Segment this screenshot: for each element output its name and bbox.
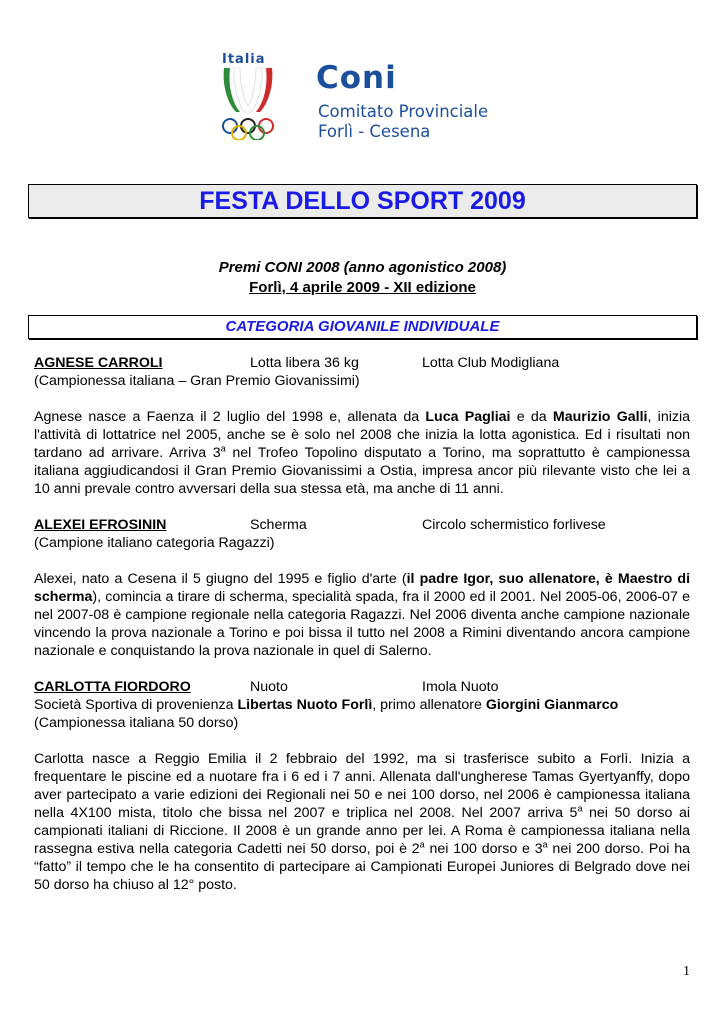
athlete-sport: Lotta libera 36 kg [250, 355, 359, 371]
athlete-sport: Nuoto [250, 679, 288, 695]
logo-coni-text: Coni [316, 60, 397, 96]
athlete-bio: Agnese nasce a Faenza il 2 luglio del 1998 e, allenata da Luca Pagliai e da Maurizio Galli, inizia l'attività di lottatrice nel 2005, anche se è solo nel 2008 che inizia la lotta agonistica. Ed i risultati non tardano ad arrivare. Arriva 3$^a$ nel Trofeo Topolino disputato a Torino, ma soprattutto è campionessa italiana aggiudicandosi il Gran Premio Giovanissimi a Ostia, impresa ancor più rilevante visto che lei a 10 anni prevale contro avversari della sua stessa età, ma anche di 11 anni. [34, 409, 690, 497]
athlete-club: Imola Nuoto [422, 679, 499, 695]
athlete-club: Circolo schermistico forlivese [422, 517, 606, 533]
athlete-name: ALEXEI EFROSININ [34, 517, 167, 533]
athlete-name: CARLOTTA FIORDORO [34, 679, 191, 695]
logo-subtitle-line1: Comitato Provinciale [318, 102, 489, 121]
logo-subtitle-line2: Forlì - Cesena [318, 122, 431, 141]
coni-emblem-icon [218, 66, 278, 140]
coni-logo [218, 52, 518, 142]
category-title: CATEGORIA GIOVANILE INDIVIDUALE [225, 318, 500, 335]
athlete-club: Lotta Club Modigliana [422, 355, 560, 371]
athlete-section-3 [34, 678, 690, 894]
athlete-section-2 [34, 516, 690, 660]
event-subtitle: Premi CONI 2008 (anno agonistico 2008) [218, 259, 507, 276]
athlete-bio: Carlotta nasce a Reggio Emilia il 2 febbraio del 1992, ma si trasferisce subito a Forlì. Inizia a frequentare le piscine ed a nuotare fra i 6 ed i 7 anni. Allenata dall'ungherese Tamas Gyertyanffy, dopo aver partecipato a varie edizioni dei Regionali nei 50 e nei 100 dorso, nel 2006 è campionessa italiana nella 4X100 mista, titolo che bissa nel 2007 e triplica nel 2008. Nel 2007 arriva 5$^a$ nei 50 dorso ai campionati italiani di Riccione. Il 2008 è un grande anno per lei. A Roma è campionessa italiana nella rassegna estiva nella categoria Cadetti nei 50 dorso, poi è 2$^a$ nei 100 dorso e 3$^a$ nei 200 dorso. Poi ha “fatto” il tempo che le ha consentito di partecipare ai Campionati Europei Juniores di Belgrado dove nei 50 dorso ha chiuso al 12° posto. [34, 751, 690, 893]
athlete-sport: Scherma [250, 517, 307, 533]
athlete-title: (Campionessa italiana – Gran Premio Giovanissimi) [34, 373, 360, 389]
category-box [28, 315, 697, 339]
athlete-society: Società Sportiva di provenienza Libertas Nuoto Forlì, primo allenatore Giorgini Gianmarco [34, 697, 619, 713]
logo-italia-text: Italia [222, 52, 266, 67]
athlete-title: (Campionessa italiana 50 dorso) [34, 715, 239, 731]
athlete-bio: Alexei, nato a Cesena il 5 giugno del 1995 e figlio d'arte (il padre Igor, suo allenatore, è Maestro di scherma), comincia a tirare di scherma, specialità spada, fra il 2000 ed il 2001. Nel 2005-06, 2006-07 e nel 2007-08 è campione regionale nella categoria Ragazzi. Nel 2006 diventa anche campione nazionale vincendo la prova nazionale a Torino e poi bissa il tutto nel 2008 a Rimini diventando ancora campione nazionale e conquistando la prova nazionale in quel di Salerno. [34, 571, 691, 659]
page-number: 1 [683, 964, 690, 979]
athlete-section-1 [34, 354, 690, 498]
athlete-name: AGNESE CARROLI [34, 355, 163, 371]
event-date-edition: Forlì, 4 aprile 2009 - XII edizione [249, 279, 476, 296]
title-box [28, 184, 697, 218]
page-title: FESTA DELLO SPORT 2009 [199, 187, 526, 215]
athlete-title: (Campione italiano categoria Ragazzi) [34, 535, 275, 551]
